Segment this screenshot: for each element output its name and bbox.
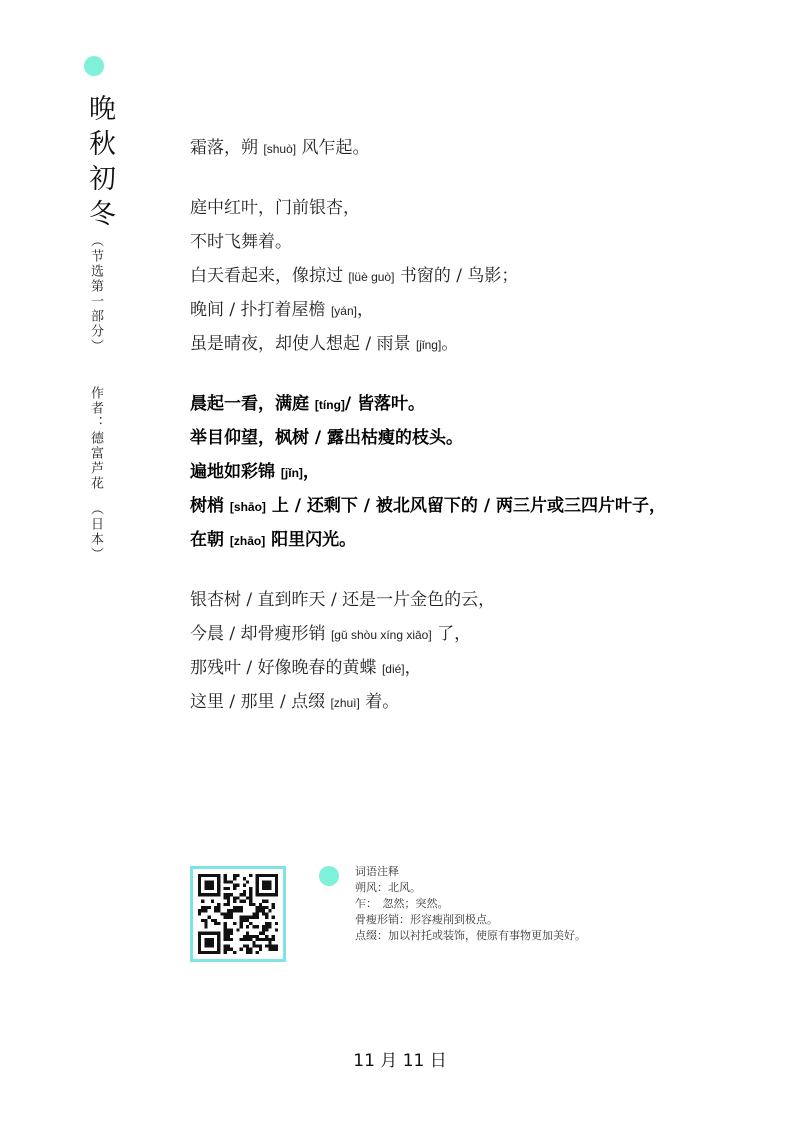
poem-title: 晚秋初冬 <box>84 94 115 234</box>
poem-text: 在朝 <box>190 530 230 550</box>
author-origin: ︵日本︶ <box>88 502 103 562</box>
poem-text: 了， <box>431 624 472 644</box>
qr-code-icon <box>198 874 278 954</box>
poem-text: 风乍起。 <box>296 138 370 158</box>
pinyin-annotation: [jǐng] <box>415 338 442 352</box>
poem-text: / 皆落叶。 <box>344 394 426 414</box>
poem-line <box>190 259 750 293</box>
poem-text: 。 <box>441 334 459 354</box>
poem-text: 阳里闪光。 <box>265 530 357 550</box>
note-item: 骨瘦形销：形容瘦削到极点。 <box>355 913 498 926</box>
poem-line <box>190 583 750 617</box>
page-date: 11 月 11 日 <box>353 1051 447 1071</box>
poem-text: 树梢 <box>190 496 230 516</box>
note-item: 乍： 忽然；突然。 <box>355 897 449 910</box>
poem-text: 上 / 还剩下 / 被北风留下的 / 两三片或三四片叶子， <box>265 496 666 516</box>
pinyin-annotation: [zhāo] <box>229 534 266 548</box>
poem-stanza <box>190 131 750 165</box>
poem-text: 这里 / 那里 / 点缀 <box>190 692 331 712</box>
qr-code[interactable] <box>190 866 286 962</box>
pinyin-annotation: [dié] <box>381 662 405 676</box>
poem-text: ， <box>356 300 374 320</box>
poem-text: 庭中红叶，门前银杏， <box>190 198 360 218</box>
poem-line <box>190 489 750 523</box>
poem-line <box>190 455 750 489</box>
poem-line <box>190 225 750 259</box>
excerpt-note: ︵节选第一部分︶ <box>88 234 103 354</box>
poem-text: 不时飞舞着。 <box>190 232 292 252</box>
poem-text: 今晨 / 却骨瘦形销 <box>190 624 331 644</box>
pinyin-annotation: [yán] <box>330 304 357 318</box>
pinyin-annotation: [shuò] <box>263 142 297 156</box>
poem-line <box>190 387 750 421</box>
poem-text: ， <box>302 462 320 482</box>
poem-text: 晨起一看，满庭 <box>190 394 315 414</box>
note-item: 朔风：北风。 <box>355 881 421 894</box>
poem-line <box>190 131 750 165</box>
poem-text: 举目仰望，枫树 / 露出枯瘦的枝头。 <box>190 428 464 448</box>
poem-text: 晚间 / 扑打着屋檐 <box>190 300 331 320</box>
poem-text: 着。 <box>359 692 400 712</box>
poem-line <box>190 327 750 361</box>
accent-dot <box>84 56 104 76</box>
pinyin-annotation: [shāo] <box>229 500 266 514</box>
poem-text: 遍地如彩锦 <box>190 462 281 482</box>
poem-text: 那残叶 / 好像晚春的黄蝶 <box>190 658 382 678</box>
note-item: 点缀：加以衬托或装饰，使原有事物更加美好。 <box>355 929 586 942</box>
pinyin-annotation: [jǐn] <box>280 466 303 480</box>
pinyin-annotation: [lüè guò] <box>348 270 395 284</box>
author-credit: 作者：德富芦花 <box>88 386 103 491</box>
pinyin-annotation: [tíng] <box>314 398 345 412</box>
poem-stanza <box>190 387 750 557</box>
notes-accent-dot <box>319 866 339 886</box>
poem-line <box>190 685 750 719</box>
vocabulary-notes <box>355 864 586 944</box>
poem-line <box>190 421 750 455</box>
poem-body <box>190 131 750 745</box>
notes-heading: 词语注释 <box>355 865 399 878</box>
poem-text: 虽是晴夜，却使人想起 / 雨景 <box>190 334 416 354</box>
pinyin-annotation: [gǔ shòu xíng xiāo] <box>330 628 432 642</box>
poem-text: 霜落，朔 <box>190 138 264 158</box>
poem-line <box>190 651 750 685</box>
poem-line <box>190 617 750 651</box>
poem-text: ， <box>404 658 422 678</box>
poem-text: 白天看起来，像掠过 <box>190 266 349 286</box>
poem-stanza <box>190 191 750 361</box>
pinyin-annotation: [zhuì] <box>330 696 360 710</box>
poem-line <box>190 293 750 327</box>
poem-text: 书窗的 / 鸟影； <box>394 266 519 286</box>
poem-line <box>190 523 750 557</box>
poem-text: 银杏树 / 直到昨天 / 还是一片金色的云， <box>190 590 496 610</box>
poem-line <box>190 191 750 225</box>
poem-stanza <box>190 583 750 719</box>
